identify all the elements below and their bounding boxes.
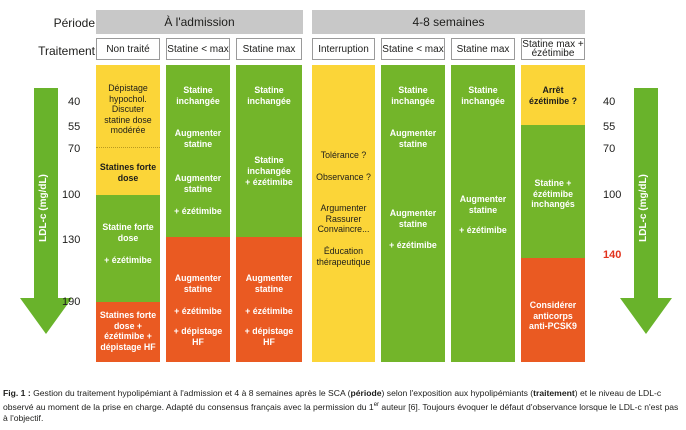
c3-text-statine-inchangee-2: Statine inchangée xyxy=(247,155,291,176)
c2-text-ezetimibe-2: + ézétimibe xyxy=(174,306,222,316)
right-tick-140: 140 xyxy=(603,249,622,261)
figure-caption xyxy=(3,388,685,425)
left-tick-100: 100 xyxy=(62,189,81,201)
column-statine-max-followup xyxy=(451,65,515,362)
column-statine-lt-max-admission xyxy=(166,65,230,362)
left-tick-70: 70 xyxy=(68,143,81,155)
c2-text-augmenter-statine-2: Augmenter statine xyxy=(174,173,222,194)
c3-text-augmenter-statine: Augmenter statine xyxy=(245,273,293,294)
c6-text-statine-inchangee: Statine inchangée xyxy=(461,85,505,106)
caption-fig-label: Fig. 1 : xyxy=(3,388,31,398)
c1-text-statines-forte-dose: Statines forte dose xyxy=(99,162,157,183)
c7-text-statine-ezetimibe-inchanges: Statine + ézétimibe inchangés xyxy=(531,178,575,209)
periode-row-label: Période xyxy=(53,16,95,30)
c3-text-ezetimibe-2: + ézétimibe xyxy=(245,306,293,316)
c7-text-arret-ezetimibe: Arrêt ézétimibe ? xyxy=(529,85,577,106)
treatment-statine-lt-max-1: Statine < max xyxy=(166,38,230,60)
column-interruption xyxy=(312,65,375,362)
caption-part-2: ) selon l'exposition aux hypolipémiants ( xyxy=(381,388,534,398)
c1-text-ezetimibe: + ézétimibe xyxy=(104,255,152,265)
left-tick-190: 190 xyxy=(62,296,81,308)
treatment-statine-max-1: Statine max xyxy=(236,38,302,60)
c1-text-statine-forte-dose: Statine forte dose xyxy=(102,222,154,243)
column-statine-lt-max-followup xyxy=(381,65,445,362)
column-statine-max-admission xyxy=(236,65,302,362)
right-axis-label: LDL-c (mg/dL) xyxy=(638,174,649,242)
c5-text-augmenter-statine-1: Augmenter statine xyxy=(389,128,437,149)
traitement-row-label: Traitement xyxy=(38,44,95,58)
treatment-non-traite: Non traité xyxy=(96,38,160,60)
c4-text-tolerance: Tolérance ? xyxy=(320,150,367,160)
c2-text-augmenter-statine-1: Augmenter statine xyxy=(174,128,222,149)
left-axis-label: LDL-c (mg/dL) xyxy=(38,174,49,242)
c7-text-anti-pcsk9: Considérer anticorps anti-PCSK9 xyxy=(529,300,577,331)
c1-green-block xyxy=(96,195,160,302)
c2-text-statine-inchangee: Statine inchangée xyxy=(176,85,220,106)
caption-part-3: ) et le niveau de LDL-c observé au moment de la prise en charge. Adapté du consensus français avec la permission du 1 xyxy=(3,388,662,412)
caption-part-1: Gestion du traitement hypolipémiant à l'admission et 4 à 8 semaines après le SCA ( xyxy=(30,388,351,398)
treatment-interruption: Interruption xyxy=(312,38,375,60)
period-admission: À l'admission xyxy=(96,10,303,34)
caption-bold-traitement: traitement xyxy=(533,388,575,398)
c1-text-statines-ezetimibe-hf: Statines forte dose + ézétimibe + dépistage HF xyxy=(99,310,157,352)
c4-text-education: Éducation thérapeutique xyxy=(316,246,371,267)
right-tick-55: 55 xyxy=(603,121,616,133)
c5-text-augmenter-statine-2: Augmenter statine xyxy=(389,208,437,229)
c1-text-depistage: Dépistage hypochol. Discuter statine dose modérée xyxy=(104,83,152,135)
c2-text-augmenter-statine-3: Augmenter statine xyxy=(174,273,222,294)
c3-text-ezetimibe: + ézétimibe xyxy=(245,177,293,187)
treatment-statine-lt-max-2: Statine < max xyxy=(381,38,445,60)
c5-text-ezetimibe: + ézétimibe xyxy=(389,240,437,250)
c4-text-argumenter: Argumenter Rassurer Convaincre... xyxy=(317,203,370,234)
caption-sup: er xyxy=(373,401,380,408)
period-4-8-weeks: 4-8 semaines xyxy=(312,10,585,34)
caption-bold-periode: période xyxy=(350,388,382,398)
right-tick-100: 100 xyxy=(603,189,622,201)
right-tick-70: 70 xyxy=(603,143,616,155)
c3-text-statine-inchangee-1: Statine inchangée xyxy=(247,85,291,106)
column-statine-max-ezetimibe xyxy=(521,65,585,362)
c6-text-ezetimibe: + ézétimibe xyxy=(459,225,507,235)
column-non-traite xyxy=(96,65,160,362)
right-tick-40: 40 xyxy=(603,96,616,108)
left-tick-40: 40 xyxy=(68,96,81,108)
left-tick-130: 130 xyxy=(62,234,81,246)
right-ldl-arrow xyxy=(620,88,672,334)
c4-text-observance: Observance ? xyxy=(316,172,371,182)
c2-text-ezetimibe: + ézétimibe xyxy=(174,206,222,216)
caption-part-4: auteur [6]. Toujours évoquer le défaut d'observance lorsque le LDL-c n'est pas à l'objectif. xyxy=(3,401,679,424)
c6-text-augmenter-statine: Augmenter statine xyxy=(459,194,507,215)
c3-text-depistage-hf: + dépistage HF xyxy=(244,326,294,347)
treatment-statine-max-2: Statine max xyxy=(451,38,515,60)
left-tick-55: 55 xyxy=(68,121,81,133)
c5-text-statine-inchangee: Statine inchangée xyxy=(391,85,435,106)
c2-text-depistage-hf: + dépistage HF xyxy=(173,326,223,347)
treatment-statine-max-ezetimibe: Statine max + ézétimibe xyxy=(522,39,584,59)
